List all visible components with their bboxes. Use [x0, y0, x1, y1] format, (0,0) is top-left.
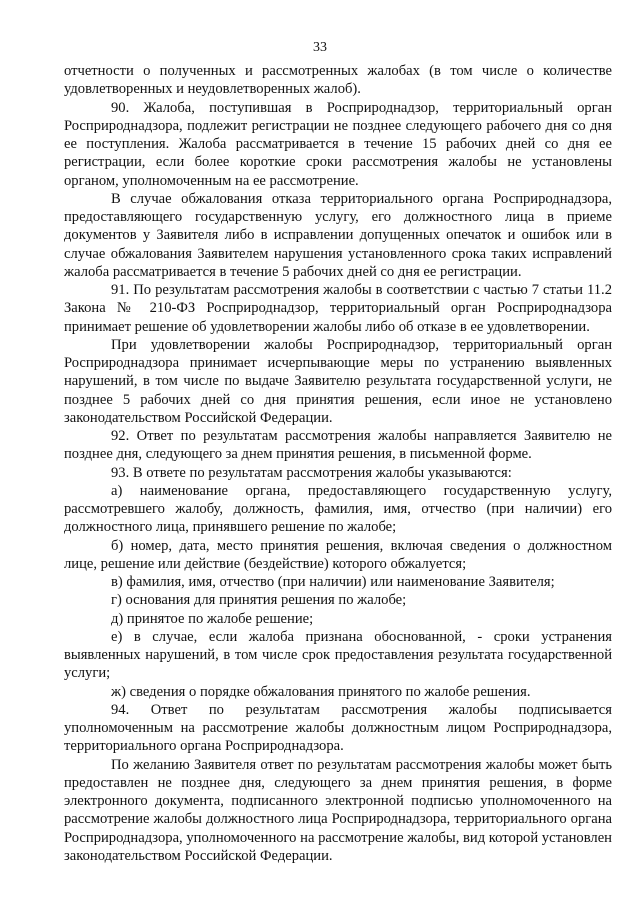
list-item-e: е) в случае, если жалоба признана обоснованной, - сроки устранения выявленных нарушений, в том числе срок предоставления результата государственной услуги; — [64, 628, 612, 682]
document-body — [64, 62, 612, 865]
list-item-a: а) наименование органа, предоставляющего государственную услугу, рассмотревшего жалобу, должность, фамилия, имя, отчество (при наличии) его должностного лица, принявшего решение по жалобе; — [64, 482, 612, 536]
list-item-b: б) номер, дата, место принятия решения, включая сведения о должностном лице, решение или действие (бездействие) которого обжалуется; — [64, 537, 612, 572]
paragraph-continuation: отчетности о полученных и рассмотренных жалобах (в том числе о количестве удовлетворенных и неудовлетворенных жалоб). — [64, 63, 612, 98]
paragraph-90: 90. Жалоба, поступившая в Росприроднадзор, территориальный орган Росприроднадзора, подлежит регистрации не позднее следующего рабочего дня со дня ее поступления. Жалоба рассматривается в течение 15 рабочих дней со дня ее регистрации, если более короткие сроки рассмотрения жалобы не установлены органом, уполномоченным на ее рассмотрение. — [64, 99, 612, 189]
list-item-zh: ж) сведения о порядке обжалования принятого по жалобе решения. — [111, 683, 531, 700]
list-item-v: в) фамилия, имя, отчество (при наличии) или наименование Заявителя; — [111, 574, 555, 590]
paragraph-91-satisfaction: При удовлетворении жалобы Росприроднадзор, территориальный орган Росприроднадзора принимает исчерпывающие меры по устранению выявленных нарушений, в том числе по выдаче Заявителю результата государственной услуги, не позднее 5 рабочих дней со дня принятия решения, если иное не установлено законодательством Российской Федерации. — [64, 336, 612, 426]
paragraph-92: 92. Ответ по результатам рассмотрения жалобы направляется Заявителю не позднее дня, следующего за днем принятия решения, в письменной форме. — [64, 428, 612, 463]
paragraph-94-electronic: По желанию Заявителя ответ по результатам рассмотрения жалобы может быть предоставлен не позднее дня, следующего за днем принятия решения, в форме электронного документа, подписанного электронной подписью уполномоченного на рассмотрение жалобы должностного лица Росприроднадзора, территориального органа Росприроднадзора, уполномоченного на рассмотрение жалобы, вид которой установлен законодательством Российской Федерации. — [64, 756, 612, 864]
list-item-g: г) основания для принятия решения по жалобе; — [111, 592, 407, 609]
paragraph-93: 93. В ответе по результатам рассмотрения жалобы указываются: — [111, 464, 512, 481]
paragraph-94: 94. Ответ по результатам рассмотрения жалобы подписывается уполномоченным на рассмотрение жалобы должностным лицом Росприроднадзора, территориального органа Росприроднадзора. — [64, 701, 612, 755]
list-item-d: д) принятое по жалобе решение; — [111, 610, 314, 627]
paragraph-90-appeal: В случае обжалования отказа территориального органа Росприроднадзора, предоставляющего государственную услугу, его должностного лица в приеме документов у Заявителя либо в исправлении допущенных опечаток и ошибок или в случае обжалования Заявителем нарушения установленного срока таких исправлений жалоба рассматривается в течение 5 рабочих дней со дня ее регистрации. — [64, 190, 612, 280]
page-number: 33 — [313, 40, 327, 55]
paragraph-91: 91. По результатам рассмотрения жалобы в соответствии с частью 7 статьи 11.2 Закона № 210-ФЗ Росприроднадзор, территориальный орган Росприроднадзора принимает решение об удовлетворении жалобы либо об отказе в ее удовлетворении. — [64, 282, 612, 335]
